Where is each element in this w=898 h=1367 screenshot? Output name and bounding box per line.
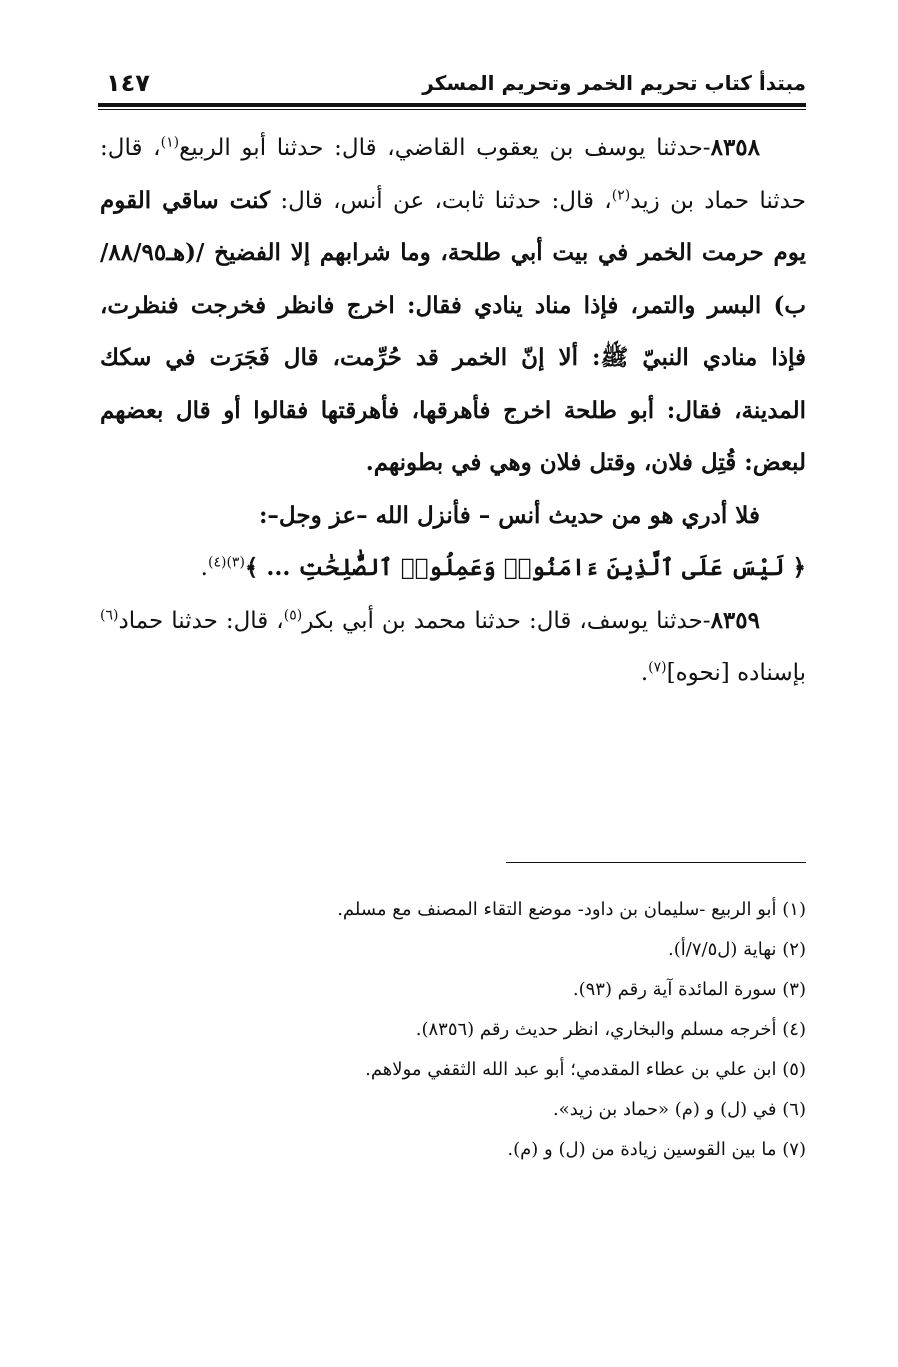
verse-end: . — [200, 555, 208, 581]
hadith-number: ٨٣٥٨ — [710, 134, 761, 161]
isnad-text: ، قال: حدثنا ثابت، عن أنس، قال: — [270, 187, 612, 214]
footnote-7: (٧) ما بين القوسين زيادة من (ل) و (م). — [507, 1139, 806, 1160]
footnote-ref-3-4: (٣)(٤) — [207, 554, 245, 571]
footnote-5: (٥) ابن علي بن عطاء المقدمي؛ أبو عبد الله الثقفي مولاهم. — [365, 1059, 806, 1080]
matn-text: كنت ساقي القوم يوم حرمت الخمر في بيت أبي طلحة، وما شرابهم إلا الفضيخ /(هـ٨٨/٩٥/ب) البسر والتمر، فإذا مناد ينادي فقال: اخرج فانظر فخرجت فنظرت، فإذا منادي النبيّ ﷺ: ألا إنّ الخمر قد حُرِّمت، قال فَجَرَت في سكك المدينة، فقال: أبو طلحة اخرج فأهرقها، فأهرقتها فقالوا أو قال بعضهم لبعض: قُتِل فلان، وقتل فلان وهي في بطونهم. — [100, 186, 806, 476]
footnote-3: (٣) سورة المائدة آية رقم (٩٣). — [572, 979, 806, 1000]
verse-paragraph — [100, 490, 806, 543]
footnote-4: (٤) أخرجه مسلم والبخاري، انظر حديث رقم (٨٣٥٦). — [415, 1019, 806, 1040]
footnote-separator — [506, 862, 806, 863]
footnote-ref-1: (١) — [160, 134, 180, 151]
page-number: ١٤٧ — [106, 69, 150, 97]
footnote-6: (٦) في (ل) و (م) «حماد بن زيد». — [552, 1099, 806, 1120]
main-text — [100, 122, 806, 700]
footnote-ref-6: (٦) — [100, 606, 119, 623]
footnote-ref-5: (٥) — [283, 606, 303, 623]
footnote-ref-2: (٢) — [611, 186, 631, 203]
hadith-8358 — [100, 122, 806, 490]
isnad-text: ، قال: حدثنا حماد بن زيد — [100, 135, 806, 214]
footnote-2: (٢) نهاية (ل٧/٥/أ). — [668, 939, 806, 960]
header-rule-thin — [98, 109, 806, 110]
isnad-text: -حدثنا يوسف بن يعقوب القاضي، قال: حدثنا أبو الربيع — [179, 135, 711, 161]
quran-verse: ﴿ لَيْسَ عَلَى ٱلَّذِينَ ءَامَنُوا۟ وَعَمِلُوا۟ ٱلصَّٰلِحَٰتِ ... ﴾ — [244, 554, 806, 581]
hadith-number: ٨٣٥٩ — [710, 606, 760, 634]
footnotes — [100, 890, 806, 1170]
isnad-text: -حدثنا يوسف، قال: حدثنا محمد بن أبي بكر — [302, 607, 711, 634]
footnote-ref-7: (٧) — [648, 659, 667, 676]
footnote-1: (١) أبو الربيع -سليمان بن داود- موضع التقاء المصنف مع مسلم. — [337, 899, 806, 920]
hadith-8359 — [100, 595, 806, 700]
page-header — [98, 66, 806, 100]
hadith-end: . — [640, 660, 649, 686]
isnad-text: ، قال: حدثنا حماد — [118, 607, 284, 634]
isnad-text: بإسناده [نحوه] — [666, 660, 806, 686]
quran-verse-line — [100, 542, 806, 595]
header-rule-thick — [98, 103, 806, 107]
running-title: مبتدأ كتاب تحريم الخمر وتحريم المسكر — [422, 71, 806, 95]
verse-intro: فلا أدري هو من حديث أنس – فأنزل الله –عز وجل–: — [258, 501, 760, 529]
